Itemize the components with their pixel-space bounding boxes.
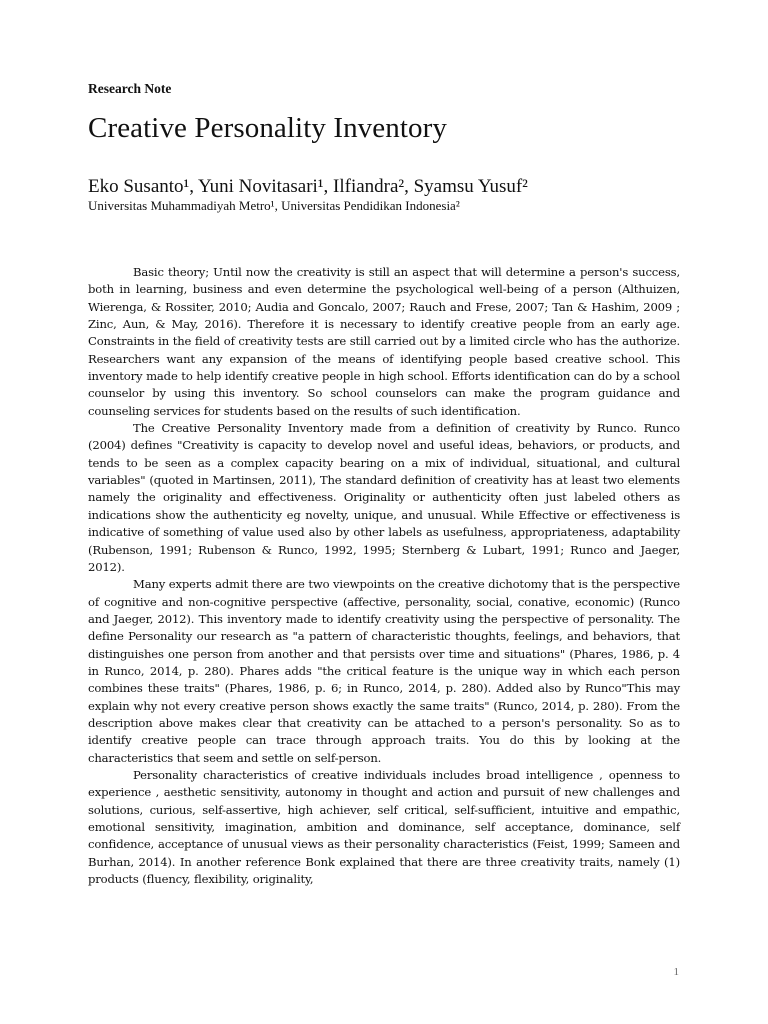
- author-list: Eko Susanto¹, Yuni Novitasari¹, Ilfiandra², Syamsu Yusuf²: [88, 176, 528, 197]
- paper-title: Creative Personality Inventory: [88, 112, 447, 144]
- page-number: 1: [673, 966, 679, 978]
- paragraph-basic-theory: Basic theory; Until now the creativity is still an aspect that will determine a person's success, both in learning, business and even determine the psychological well-being of a person (Althuizen, Wierenga, & Rossiter, 2010; Audia and Goncalo, 2007; Rauch and Frese, 2007; Tan & Hashim, 2009 ; Zinc, Aun, & May, 2016). Therefore it is necessary to identify creative people from an early age. Constraints in the field of creativity tests are still carried out by a limited circle who has the authorize. Researchers want any expansion of the means of identifying people based creative school. This inventory made to help identify creative people in high school. Efforts identification can do by a school counselor by using this inventory. So school counselors can make the program guidance and counseling services for students based on the results of such identification.: [88, 265, 680, 418]
- body-text: [88, 264, 680, 888]
- paragraph-definition: The Creative Personality Inventory made from a definition of creativity by Runco. Runco (2004) defines "Creativity is capacity to develop novel and useful ideas, behaviors, or products, and tends to be seen as a complex capacity bearing on a mix of individual, situational, and cultural variables" (quoted in Martinsen, 2011), The standard definition of creativity has at least two elements namely the originality and effectiveness. Originality or authenticity often just labeled others as indications show the authenticity eg novelty, unique, and unusual. While Effective or effectiveness is indicative of something of value used also by other labels as usefulness, appropriateness, adaptability (Rubenson, 1991; Rubenson & Runco, 1992, 1995; Sternberg & Lubart, 1991; Runco and Jaeger, 2012).: [88, 421, 680, 574]
- paragraph-characteristics: Personality characteristics of creative individuals includes broad intelligence , openness to experience , aesthetic sensitivity, autonomy in thought and action and pursuit of new challenges and solutions, curious, self-assertive, high achiever, self critical, self-sufficient, intuitive and empathic, emotional sensitivity, imagination, ambition and dominance, self acceptance, dominance, self confidence, acceptance of unusual views as their personality characteristics (Feist, 1999; Sameen and Burhan, 2014). In another reference Bonk explained that there are three creativity traits, namely (1) products (fluency, flexibility, originality,: [88, 767, 680, 887]
- paragraph-viewpoints: Many experts admit there are two viewpoints on the creative dichotomy that is the perspective of cognitive and non-cognitive perspective (affective, personality, social, conative, economic) (Runco and Jaeger, 2012). This inventory made to identify creativity using the perspective of personality. The define Personality our research as "a pattern of characteristic thoughts, feelings, and behaviors, that distinguishes one person from another and that persists over time and situations" (Phares, 1986, p. 4 in Runco, 2014, p. 280). Phares adds "the critical feature is the unique way in which each person combines these traits" (Phares, 1986, p. 6; in Runco, 2014, p. 280). Added also by Runco"This may explain why not every creative person shows exactly the same traits" (Runco, 2014, p. 280). From the description above makes clear that creativity can be attached to a person's personality. So as to identify creative people can trace through approach traits. You do this by looking at the characteristics that seem and settle on self-person.: [88, 577, 680, 765]
- affiliation-line: Universitas Muhammadiyah Metro¹, Universitas Pendidikan Indonesia²: [88, 198, 460, 213]
- section-label: Research Note: [88, 81, 172, 96]
